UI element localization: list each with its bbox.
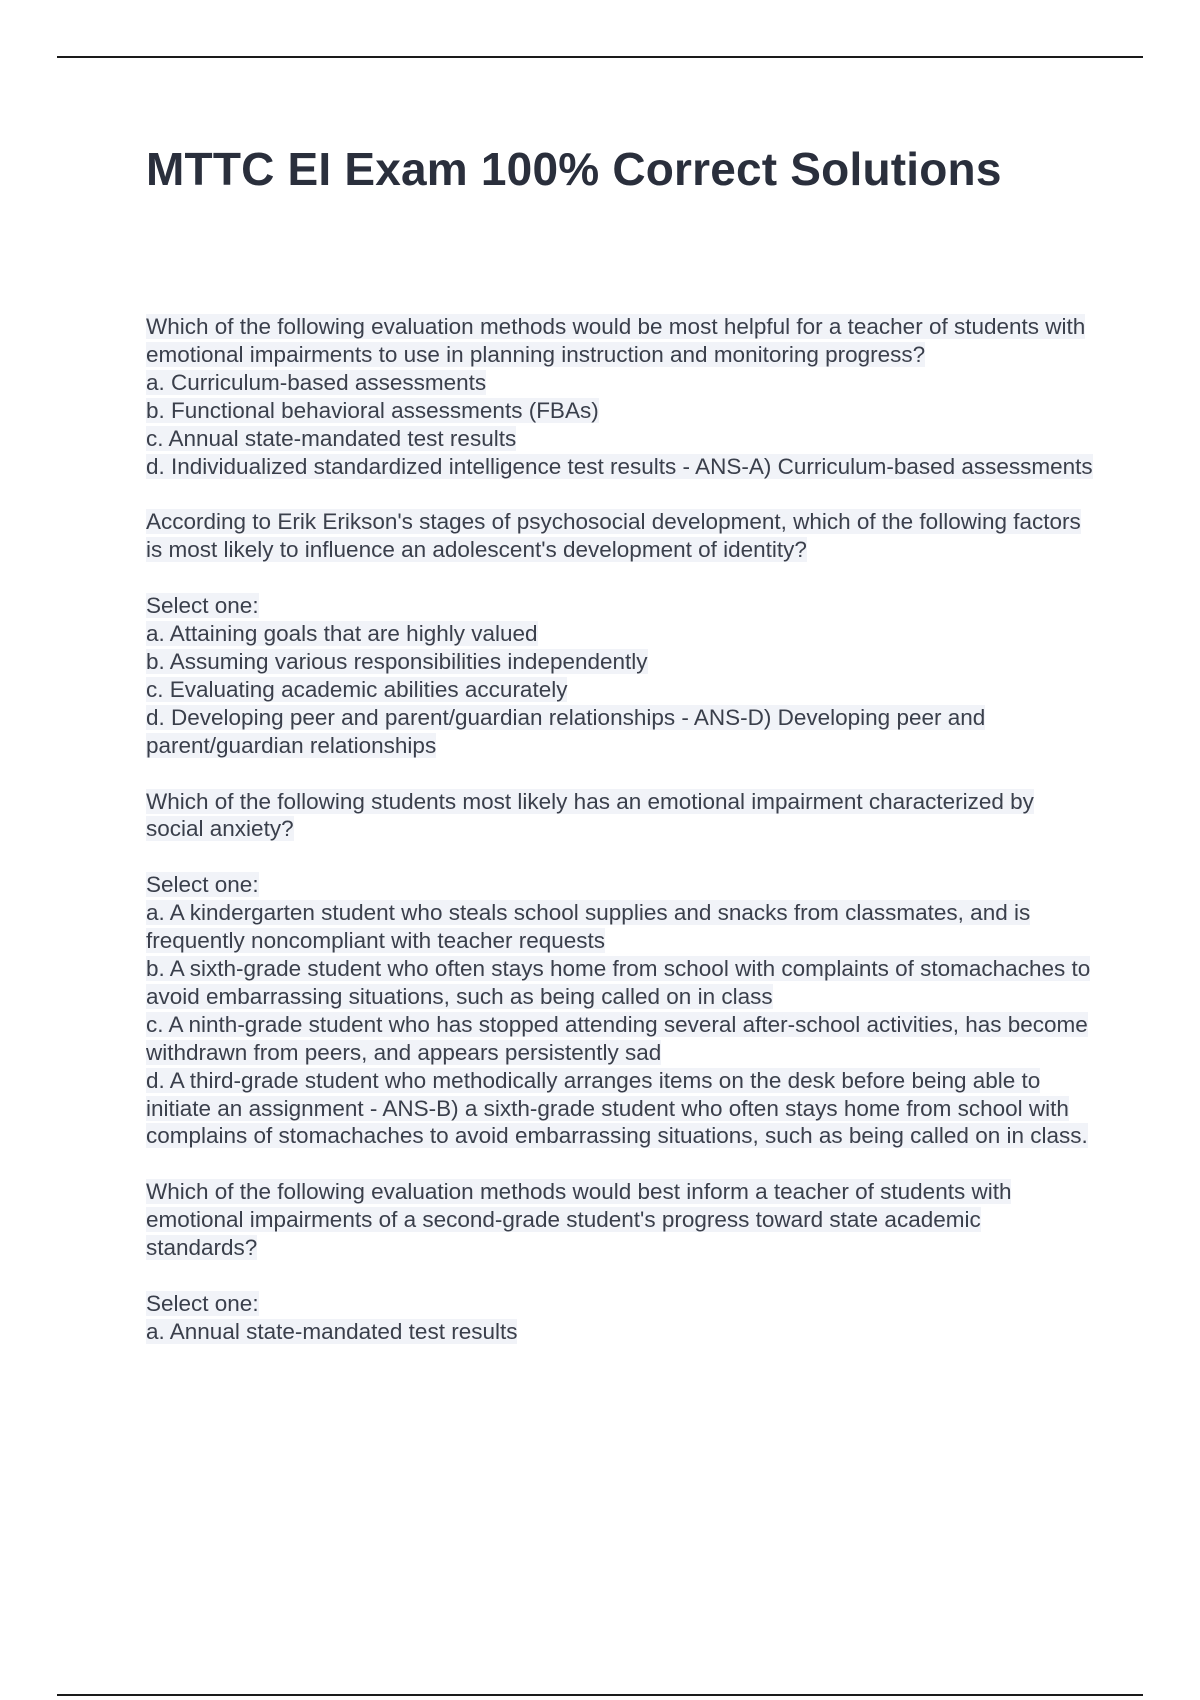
select-prompt: Select one:	[146, 872, 259, 898]
select-prompt: Select one:	[146, 1290, 259, 1316]
answer-option: c. Annual state-mandated test results	[146, 425, 517, 451]
bottom-divider	[57, 1694, 1143, 1696]
answer-option: a. A kindergarten student who steals school supplies and snacks from classmates, and is frequently noncompliant with teacher requests	[146, 900, 1031, 954]
answer-option: b. A sixth-grade student who often stays home from school with complaints of stomachaches to avoid embarrassing situations, such as being called on in class	[146, 956, 1091, 1009]
question-stem: Which of the following students most likely has an emotional impairment characterized by social anxiety?	[146, 788, 1034, 842]
question-stem: Which of the following evaluation methods would be most helpful for a teacher of students with emotional impairments to use in planning instruction and monitoring progress?	[146, 314, 1086, 367]
answer-option: a. Attaining goals that are highly valued	[146, 621, 538, 647]
answer-option: a. Curriculum-based assessments	[146, 369, 487, 395]
select-prompt: Select one:	[146, 593, 259, 619]
question-1	[146, 313, 1096, 480]
answer-option-with-answer: d. Developing peer and parent/guardian relationships - ANS-D) Developing peer and parent/guardian relationships	[146, 704, 986, 758]
top-divider	[57, 56, 1143, 58]
answer-option: c. Evaluating academic abilities accurately	[146, 676, 568, 702]
answer-option-with-answer: d. Individualized standardized intelligence test results - ANS-A) Curriculum-based assessments	[146, 453, 1093, 479]
answer-option-with-answer: d. A third-grade student who methodically arranges items on the desk before being able to initiate an assignment - ANS-B) a sixth-grade student who often stays home from school with complains of stomachaches to avoid embarrassing situations, such as being called on in class.	[146, 1067, 1088, 1149]
question-2	[146, 508, 1096, 759]
question-3	[146, 788, 1096, 1151]
answer-option: b. Assuming various responsibilities independently	[146, 648, 648, 674]
answer-option: b. Functional behavioral assessments (FBAs)	[146, 397, 599, 423]
page-title: MTTC EI Exam 100% Correct Solutions	[146, 143, 1002, 195]
answer-option: c. A ninth-grade student who has stopped attending several after-school activities, has become withdrawn from peers, and appears persistently sad	[146, 1011, 1088, 1065]
question-stem: According to Erik Erikson's stages of psychosocial development, which of the following factors is most likely to influence an adolescent's development of identity?	[146, 509, 1081, 563]
question-stem: Which of the following evaluation methods would best inform a teacher of students with emotional impairments of a second-grade student's progress toward state academic standards?	[146, 1179, 1012, 1261]
answer-option: a. Annual state-mandated test results	[146, 1318, 518, 1344]
document-body	[146, 313, 1096, 1374]
question-4	[146, 1178, 1096, 1345]
